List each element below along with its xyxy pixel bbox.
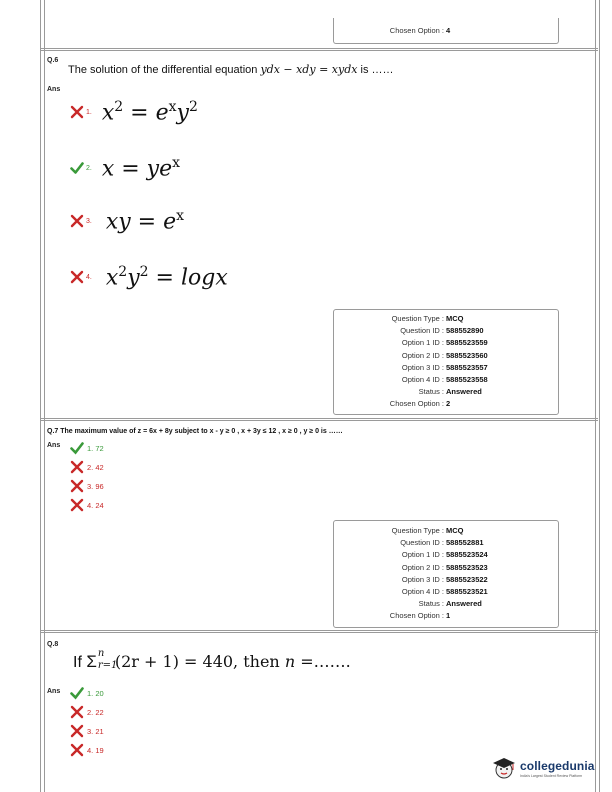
question-text: The solution of the differential equation ydx − xdy = xydx is …… xyxy=(68,63,394,76)
option-number: 3. xyxy=(86,217,92,225)
info-row xyxy=(334,398,558,410)
question-info-box xyxy=(333,309,559,415)
option-label: 4. 19 xyxy=(87,745,104,755)
cross-icon xyxy=(70,724,84,738)
info-value: 1 xyxy=(446,611,451,621)
info-key: Question ID : xyxy=(400,538,444,548)
option-math: $x^2 = e^xy^2$ xyxy=(101,98,198,126)
separator xyxy=(40,630,598,633)
option-2 xyxy=(70,705,104,719)
option-label: 2. 42 xyxy=(87,462,104,472)
option-3 xyxy=(70,203,184,239)
info-value: 588552881 xyxy=(446,538,484,548)
info-value: 5885523559 xyxy=(446,338,488,348)
info-value: Answered xyxy=(446,387,482,397)
info-value: 5885523522 xyxy=(446,574,488,584)
option-label: 1. 20 xyxy=(87,688,104,698)
graduate-cap-icon xyxy=(490,756,518,780)
info-key: Option 4 ID : xyxy=(401,587,444,597)
option-number: 2. xyxy=(86,164,92,172)
info-row xyxy=(334,386,558,398)
question-text: If Σ n r=1 (2r + 1) = 440, then n =……. xyxy=(73,648,351,671)
info-key: Status : xyxy=(418,599,444,609)
cross-icon xyxy=(70,705,84,719)
option-number: 1. xyxy=(86,108,92,116)
option-1 xyxy=(70,441,104,455)
cross-icon xyxy=(70,479,84,493)
info-key: Option 1 ID : xyxy=(401,338,444,348)
info-key: Question ID : xyxy=(400,326,444,336)
question-text: Q.7 The maximum value of z = 6x + 8y subject to x - y ≥ 0 , x + 3y ≤ 12 , x ≥ 0 , y ≥ 0 is …… xyxy=(47,428,343,435)
answer-label: Ans xyxy=(47,442,61,449)
option-label: 4. 24 xyxy=(87,500,104,510)
info-value: 5885523521 xyxy=(446,587,488,597)
info-value: 5885523524 xyxy=(446,550,488,560)
option-label: 3. 96 xyxy=(87,481,104,491)
info-key: Chosen Option : xyxy=(389,611,444,621)
separator xyxy=(40,48,598,51)
info-key: Question Type : xyxy=(391,526,444,535)
option-label: 1. 72 xyxy=(87,443,104,453)
info-value: MCQ xyxy=(446,314,464,323)
info-row xyxy=(334,313,558,325)
info-row xyxy=(334,586,558,598)
info-value: 5885523558 xyxy=(446,375,488,385)
option-4 xyxy=(70,498,104,512)
info-value: 588552890 xyxy=(446,326,484,336)
info-value: 2 xyxy=(446,399,451,409)
option-number: 4. xyxy=(86,273,92,281)
question-info-box xyxy=(333,520,559,628)
brand-logo xyxy=(490,756,595,780)
brand-tagline: India's Largest Student Review Platform xyxy=(520,773,583,778)
info-key: Chosen Option : xyxy=(389,26,444,35)
info-row xyxy=(334,537,558,549)
cross-icon xyxy=(70,498,84,512)
cross-icon xyxy=(70,743,84,757)
info-row xyxy=(334,350,558,362)
info-key: Chosen Option : xyxy=(389,399,444,409)
option-3 xyxy=(70,724,104,738)
info-row xyxy=(334,374,558,386)
info-key: Option 4 ID : xyxy=(401,375,444,385)
separator xyxy=(40,418,598,421)
brand-name: collegedunia xyxy=(520,758,595,773)
cross-icon xyxy=(70,105,84,119)
option-label: 3. 21 xyxy=(87,726,104,736)
option-4 xyxy=(70,259,228,295)
info-row xyxy=(334,337,558,349)
info-value: 5885523560 xyxy=(446,350,488,360)
info-row xyxy=(334,362,558,374)
option-4 xyxy=(70,743,104,757)
info-key: Status : xyxy=(418,387,444,397)
info-row xyxy=(334,549,558,561)
info-value: MCQ xyxy=(446,526,464,535)
info-key: Option 3 ID : xyxy=(401,574,444,584)
info-value: 4 xyxy=(446,26,451,35)
cross-icon xyxy=(70,270,84,284)
info-value: 5885523523 xyxy=(446,562,488,572)
info-key: Option 2 ID : xyxy=(401,562,444,572)
info-row xyxy=(334,525,558,537)
option-label: 2. 22 xyxy=(87,707,104,717)
info-key: Question Type : xyxy=(391,314,444,323)
top-info-box xyxy=(333,18,559,44)
info-key: Option 3 ID : xyxy=(401,362,444,372)
option-1 xyxy=(70,686,104,700)
info-value: 5885523557 xyxy=(446,362,488,372)
option-2 xyxy=(70,150,180,186)
check-icon xyxy=(70,686,84,700)
option-3 xyxy=(70,479,104,493)
question-number: Q.6 xyxy=(47,57,59,64)
cross-icon xyxy=(70,460,84,474)
option-math: xy = $e^x$ xyxy=(105,207,185,235)
info-value: Answered xyxy=(446,599,482,609)
option-math: $x^2y^2 = \log x$ xyxy=(105,263,228,291)
info-key: Option 2 ID : xyxy=(401,350,444,360)
answer-label: Ans xyxy=(47,86,61,93)
info-row xyxy=(334,325,558,337)
option-math: $x = ye^x$ xyxy=(101,154,181,182)
info-row xyxy=(334,598,558,610)
info-row xyxy=(334,610,558,622)
check-icon xyxy=(70,161,84,175)
answer-label: Ans xyxy=(47,688,61,695)
cross-icon xyxy=(70,214,84,228)
option-1 xyxy=(70,94,198,130)
question-number: Q.8 xyxy=(47,641,59,648)
info-row xyxy=(334,574,558,586)
option-2 xyxy=(70,460,104,474)
info-row xyxy=(334,562,558,574)
info-key: Option 1 ID : xyxy=(401,550,444,560)
check-icon xyxy=(70,441,84,455)
